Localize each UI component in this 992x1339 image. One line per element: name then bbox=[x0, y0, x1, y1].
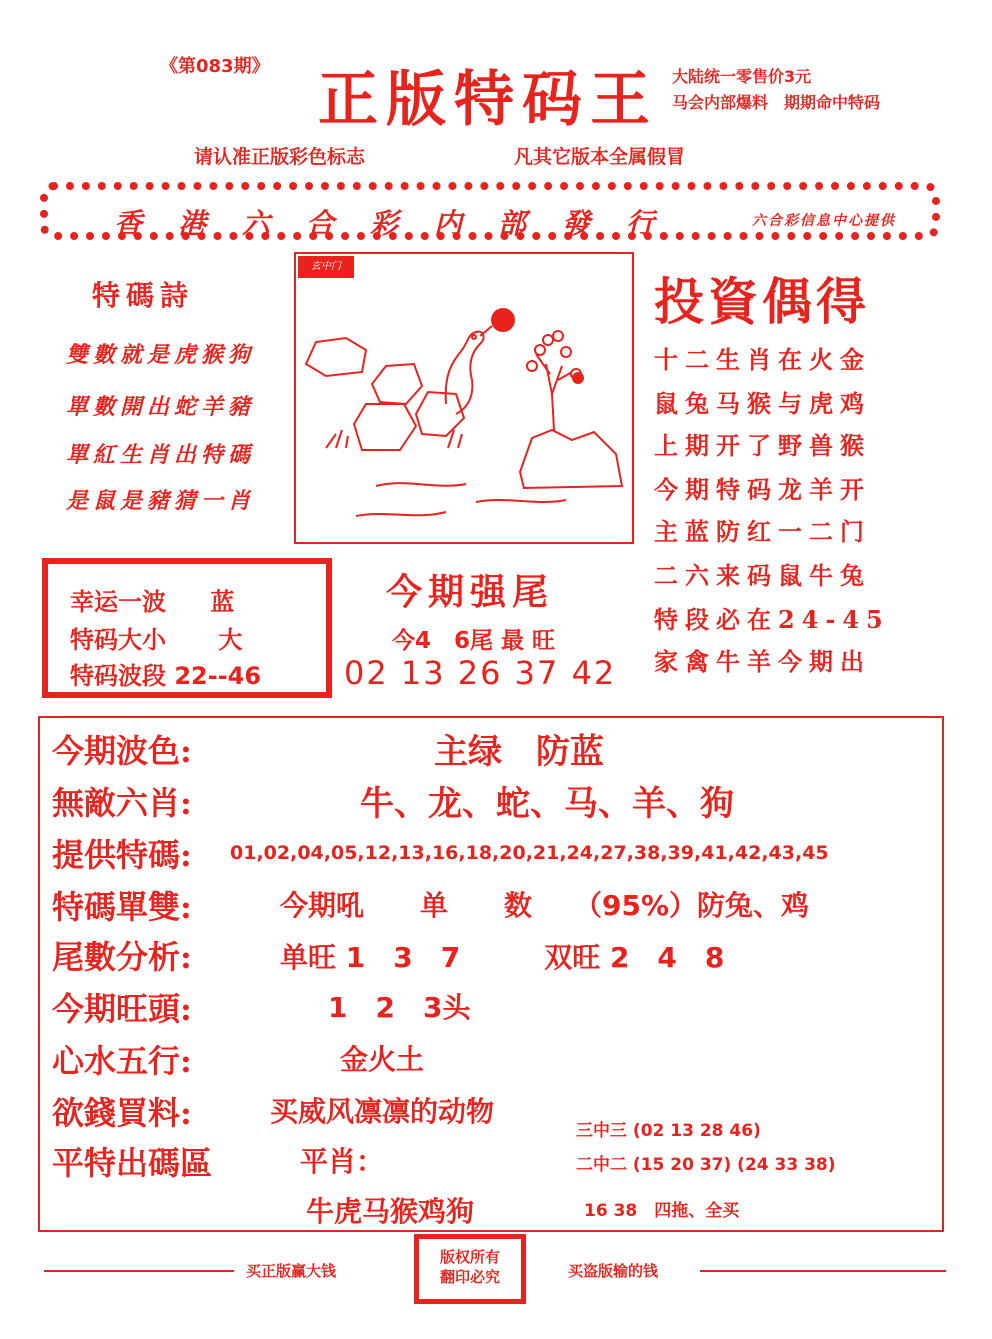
tail-subtitle: 今4 6尾 最 旺 bbox=[392, 628, 556, 654]
page-title: 正版特码王 bbox=[318, 65, 658, 135]
luck-row-wave bbox=[70, 582, 234, 617]
tail-analysis-value: 单旺 1 3 7 双旺 2 4 8 bbox=[280, 941, 725, 974]
invest-line: 二六来码鼠牛兔 bbox=[654, 561, 871, 590]
invest-title: 投資偶得 bbox=[654, 272, 870, 331]
price-text: 大陆统一零售价3元 bbox=[672, 67, 812, 86]
warning-left: 请认准正版彩色标志 bbox=[194, 146, 366, 168]
copyright-line: 版权所有 bbox=[439, 1248, 500, 1266]
flat-label: 平特出碼區 bbox=[52, 1144, 213, 1182]
tail-numbers: 02 13 26 37 42 bbox=[344, 654, 617, 692]
invest-line: 主蓝防红一二门 bbox=[654, 517, 871, 546]
invest-line: 特段必在24-45 bbox=[654, 605, 890, 634]
bird-landscape-illustration bbox=[296, 254, 632, 542]
head-label: 今期旺頭: bbox=[52, 990, 192, 1028]
footer-left-text: 买正版赢大钱 bbox=[246, 1262, 337, 1280]
invest-line: 十二生肖在火金 bbox=[654, 345, 871, 374]
three-of-three: 三中三 (02 13 28 46) bbox=[576, 1121, 761, 1141]
luck-row-range bbox=[70, 656, 261, 691]
invest-line: 鼠兔马猴与虎鸡 bbox=[654, 389, 871, 418]
luck-label: 特码大小 bbox=[70, 626, 166, 654]
dotted-banner bbox=[40, 182, 940, 240]
poem-line: 單紅生肖出特碼 bbox=[66, 442, 256, 468]
luck-value: 22--46 bbox=[174, 662, 262, 690]
poem-line: 是鼠是豬猜一肖 bbox=[66, 488, 256, 514]
luck-value: 大 bbox=[218, 626, 243, 654]
color-label: 今期波色: bbox=[52, 732, 192, 770]
codes-value: 01,02,04,05,12,13,16,18,20,21,24,27,38,39,41,42,43,45 bbox=[230, 842, 829, 864]
footer-right-text: 买盗版输的钱 bbox=[568, 1262, 659, 1280]
element-label: 心水五行: bbox=[52, 1042, 192, 1080]
tail-analysis-label: 尾數分析: bbox=[52, 938, 192, 976]
luck-label: 特码波段 bbox=[70, 662, 166, 690]
tail-title: 今期强尾 bbox=[386, 571, 555, 613]
color-value: 主绿 防蓝 bbox=[434, 732, 604, 772]
invest-line: 今期特码龙羊开 bbox=[654, 475, 871, 504]
luck-row-size bbox=[70, 620, 242, 655]
head-value: 1 2 3头 bbox=[328, 991, 471, 1024]
banner-title: 香港六合彩内部發行 bbox=[114, 207, 691, 240]
six-value: 牛、龙、蛇、马、羊、狗 bbox=[360, 784, 734, 824]
element-value: 金火土 bbox=[340, 1043, 425, 1076]
warning-right: 凡其它版本全属假冒 bbox=[514, 146, 686, 168]
invest-line: 上期开了野兽猴 bbox=[654, 431, 871, 460]
riddle-picture-frame bbox=[294, 252, 634, 544]
slogan-text: 马会内部爆料 期期命中特码 bbox=[672, 93, 881, 112]
oddeven-value: 今期吼 单 数 （95%）防兔、鸡 bbox=[280, 889, 810, 922]
footer-rule-right bbox=[700, 1270, 946, 1272]
copyright-box bbox=[414, 1234, 526, 1304]
picture-tag: 玄中门 bbox=[298, 256, 354, 278]
banner-source: 六合彩信息中心提供 bbox=[752, 213, 896, 229]
poem-line: 雙數就是虎猴狗 bbox=[66, 342, 256, 368]
issue-number: 《第083期》 bbox=[160, 56, 270, 77]
invest-line: 家禽牛羊今期出 bbox=[654, 647, 871, 676]
copyright-line: 翻印必究 bbox=[439, 1268, 500, 1286]
four-drag: 16 38 四拖、全买 bbox=[584, 1201, 740, 1221]
footer-rule-left bbox=[44, 1270, 234, 1272]
luck-value: 蓝 bbox=[210, 588, 235, 616]
buy-value: 买威风凛凛的动物 bbox=[270, 1095, 495, 1128]
buy-label: 欲錢買料: bbox=[52, 1094, 192, 1132]
flat-value: 平肖： bbox=[300, 1145, 385, 1178]
flat-animals: 牛虎马猴鸡狗 bbox=[306, 1195, 475, 1228]
poem-title: 特碼詩 bbox=[92, 279, 195, 312]
luck-label: 幸运一波 bbox=[70, 588, 166, 616]
six-label: 無敵六肖: bbox=[52, 784, 192, 822]
poem-line: 單數開出蛇羊豬 bbox=[66, 394, 256, 420]
two-of-two: 二中二 (15 20 37) (24 33 38) bbox=[576, 1155, 836, 1175]
oddeven-label: 特碼單雙: bbox=[52, 888, 192, 926]
codes-label: 提供特碼: bbox=[52, 836, 192, 874]
